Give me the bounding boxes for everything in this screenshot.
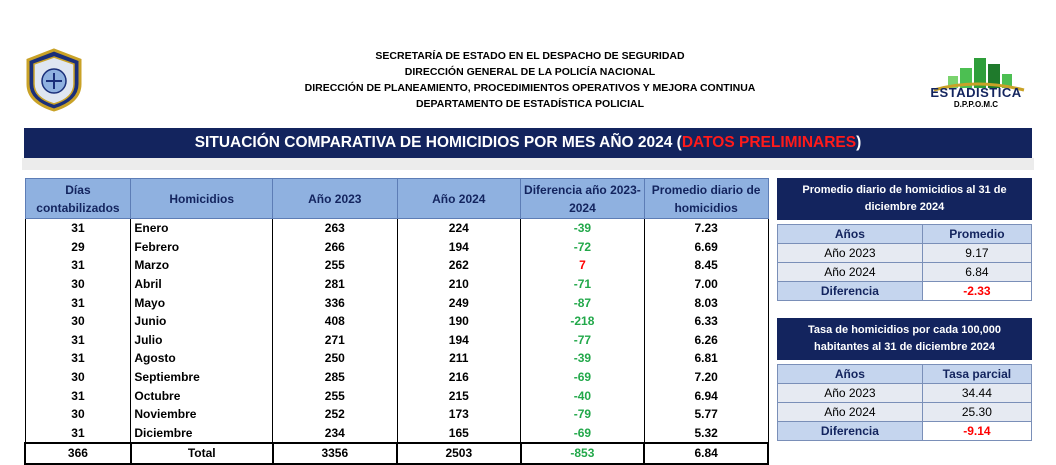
year-2024-cell: 211 xyxy=(397,349,521,368)
daily-average-cell: 6.84 xyxy=(644,443,768,464)
difference-cell: -39 xyxy=(521,219,645,238)
year-2023-cell: 271 xyxy=(273,331,398,350)
table-row xyxy=(25,368,768,387)
month-cell: Diciembre xyxy=(131,424,273,444)
page-title xyxy=(24,128,1032,158)
table-row xyxy=(25,219,768,238)
month-cell: Octubre xyxy=(131,386,273,405)
difference-cell: -77 xyxy=(521,331,645,350)
days-cell: 29 xyxy=(25,238,131,257)
homicide-rate-title: Tasa de homicidios por cada 100,000 habitantes al 31 de diciembre 2024 xyxy=(777,318,1032,360)
year-2023-cell: 3356 xyxy=(273,443,398,464)
daily-average-diff-label: Diferencia xyxy=(778,282,923,301)
month-cell: Junio xyxy=(131,312,273,331)
table-row xyxy=(25,293,768,312)
days-cell: 31 xyxy=(25,219,131,238)
daily-average-title: Promedio diario de homicidios al 31 de diciembre 2024 xyxy=(777,178,1032,220)
days-cell: 30 xyxy=(25,368,131,387)
header-line-4: DEPARTAMENTO DE ESTADÍSTICA POLICIAL xyxy=(415,98,645,110)
table-row xyxy=(25,275,768,294)
month-cell: Agosto xyxy=(131,349,273,368)
year-2023-cell: 255 xyxy=(273,256,398,275)
col-header-year-2023: Año 2023 xyxy=(273,179,398,219)
table-row xyxy=(25,312,768,331)
total-row xyxy=(25,443,768,464)
days-cell: 30 xyxy=(25,275,131,294)
year-2024-cell: 249 xyxy=(397,293,521,312)
header-line-1: SECRETARÍA DE ESTADO EN EL DESPACHO DE SEGURIDAD xyxy=(375,50,685,62)
col-header-daily-average: Promedio diario de homicidios xyxy=(644,179,768,219)
daily-average-value: 6.84 xyxy=(922,263,1031,282)
difference-cell: -72 xyxy=(521,238,645,257)
title-close: ) xyxy=(856,134,862,151)
difference-cell: -79 xyxy=(521,405,645,424)
difference-cell: 7 xyxy=(521,256,645,275)
table-row xyxy=(25,256,768,275)
title-text: SITUACIÓN COMPARATIVA DE HOMICIDIOS POR MES AÑO 2024 ( xyxy=(194,134,682,151)
homicide-rate-year-label: Año 2023 xyxy=(778,384,923,403)
table-row xyxy=(25,349,768,368)
year-2023-cell: 281 xyxy=(273,275,398,294)
days-cell: 31 xyxy=(25,386,131,405)
year-2023-cell: 266 xyxy=(273,238,398,257)
year-2024-cell: 194 xyxy=(397,238,521,257)
col-header-days: Días contabilizados xyxy=(25,179,131,219)
days-cell: 366 xyxy=(25,443,131,464)
daily-average-cell: 5.32 xyxy=(644,424,768,444)
homicide-rate-diff-value: -9.14 xyxy=(922,422,1031,441)
header-line-3: DIRECCIÓN DE PLANEAMIENTO, PROCEDIMIENTOS OPERATIVOS Y MEJORA CONTINUA xyxy=(304,82,756,94)
title-highlight: DATOS PRELIMINARES xyxy=(681,134,857,151)
homicide-rate-panel xyxy=(777,318,1032,441)
homicide-rate-diff-label: Diferencia xyxy=(778,422,923,441)
daily-average-cell: 8.45 xyxy=(644,256,768,275)
year-2024-cell: 210 xyxy=(397,275,521,294)
year-2023-cell: 408 xyxy=(273,312,398,331)
daily-average-header-value: Promedio xyxy=(922,225,1031,244)
homicides-by-month-table xyxy=(24,178,769,465)
difference-cell: -218 xyxy=(521,312,645,331)
days-cell: 31 xyxy=(25,256,131,275)
table-row xyxy=(25,238,768,257)
daily-average-cell: 6.94 xyxy=(644,386,768,405)
daily-average-cell: 7.00 xyxy=(644,275,768,294)
year-2023-cell: 250 xyxy=(273,349,398,368)
homicide-rate-header-years: Años xyxy=(778,365,923,384)
days-cell: 31 xyxy=(25,331,131,350)
col-header-year-2024: Año 2024 xyxy=(397,179,521,219)
homicide-rate-year-label: Año 2024 xyxy=(778,403,923,422)
estadistica-logo xyxy=(920,52,1032,116)
year-2024-cell: 262 xyxy=(397,256,521,275)
daily-average-cell: 6.33 xyxy=(644,312,768,331)
difference-cell: -87 xyxy=(521,293,645,312)
header-line-2: DIRECCIÓN GENERAL DE LA POLICÍA NACIONAL xyxy=(404,66,656,78)
homicide-rate-header-value: Tasa parcial xyxy=(922,365,1031,384)
year-2024-cell: 2503 xyxy=(397,443,521,464)
difference-cell: -39 xyxy=(521,349,645,368)
year-2024-cell: 215 xyxy=(397,386,521,405)
daily-average-cell: 8.03 xyxy=(644,293,768,312)
col-header-homicides: Homicidios xyxy=(131,179,273,219)
days-cell: 30 xyxy=(25,312,131,331)
month-cell: Mayo xyxy=(131,293,273,312)
daily-average-cell: 6.81 xyxy=(644,349,768,368)
year-2024-cell: 165 xyxy=(397,424,521,444)
days-cell: 30 xyxy=(25,405,131,424)
days-cell: 31 xyxy=(25,349,131,368)
days-cell: 31 xyxy=(25,293,131,312)
month-cell: Febrero xyxy=(131,238,273,257)
year-2024-cell: 190 xyxy=(397,312,521,331)
table-row xyxy=(25,386,768,405)
year-2024-cell: 216 xyxy=(397,368,521,387)
table-row xyxy=(25,331,768,350)
col-header-difference: Diferencia año 2023-2024 xyxy=(521,179,645,219)
month-cell: Enero xyxy=(131,219,273,238)
daily-average-cell: 6.26 xyxy=(644,331,768,350)
days-cell: 31 xyxy=(25,424,131,444)
title-shadow-strip xyxy=(22,158,1034,170)
year-2024-cell: 173 xyxy=(397,405,521,424)
daily-average-cell: 7.20 xyxy=(644,368,768,387)
month-cell: Abril xyxy=(131,275,273,294)
daily-average-diff-value: -2.33 xyxy=(922,282,1031,301)
year-2023-cell: 285 xyxy=(273,368,398,387)
difference-cell: -69 xyxy=(521,424,645,444)
daily-average-panel xyxy=(777,178,1032,301)
daily-average-cell: 5.77 xyxy=(644,405,768,424)
difference-cell: -69 xyxy=(521,368,645,387)
daily-average-header-years: Años xyxy=(778,225,923,244)
month-cell: Septiembre xyxy=(131,368,273,387)
year-2024-cell: 194 xyxy=(397,331,521,350)
table-row xyxy=(25,424,768,444)
estadistica-logo-word: ESTADISTICA xyxy=(930,85,1022,100)
homicide-rate-value: 34.44 xyxy=(922,384,1031,403)
difference-cell: -40 xyxy=(521,386,645,405)
estadistica-logo-sub: D.P.P.O.M.C xyxy=(953,100,999,109)
daily-average-cell: 6.69 xyxy=(644,238,768,257)
daily-average-year-label: Año 2023 xyxy=(778,244,923,263)
month-cell: Total xyxy=(131,443,273,464)
table-row xyxy=(25,405,768,424)
daily-average-value: 9.17 xyxy=(922,244,1031,263)
difference-cell: -853 xyxy=(521,443,645,464)
homicide-rate-value: 25.30 xyxy=(922,403,1031,422)
year-2023-cell: 263 xyxy=(273,219,398,238)
month-cell: Marzo xyxy=(131,256,273,275)
year-2023-cell: 252 xyxy=(273,405,398,424)
year-2023-cell: 336 xyxy=(273,293,398,312)
year-2024-cell: 224 xyxy=(397,219,521,238)
agency-header xyxy=(260,48,800,112)
month-cell: Julio xyxy=(131,331,273,350)
daily-average-cell: 7.23 xyxy=(644,219,768,238)
year-2023-cell: 255 xyxy=(273,386,398,405)
year-2023-cell: 234 xyxy=(273,424,398,444)
daily-average-year-label: Año 2024 xyxy=(778,263,923,282)
month-cell: Noviembre xyxy=(131,405,273,424)
police-badge-logo xyxy=(22,48,86,112)
difference-cell: -71 xyxy=(521,275,645,294)
